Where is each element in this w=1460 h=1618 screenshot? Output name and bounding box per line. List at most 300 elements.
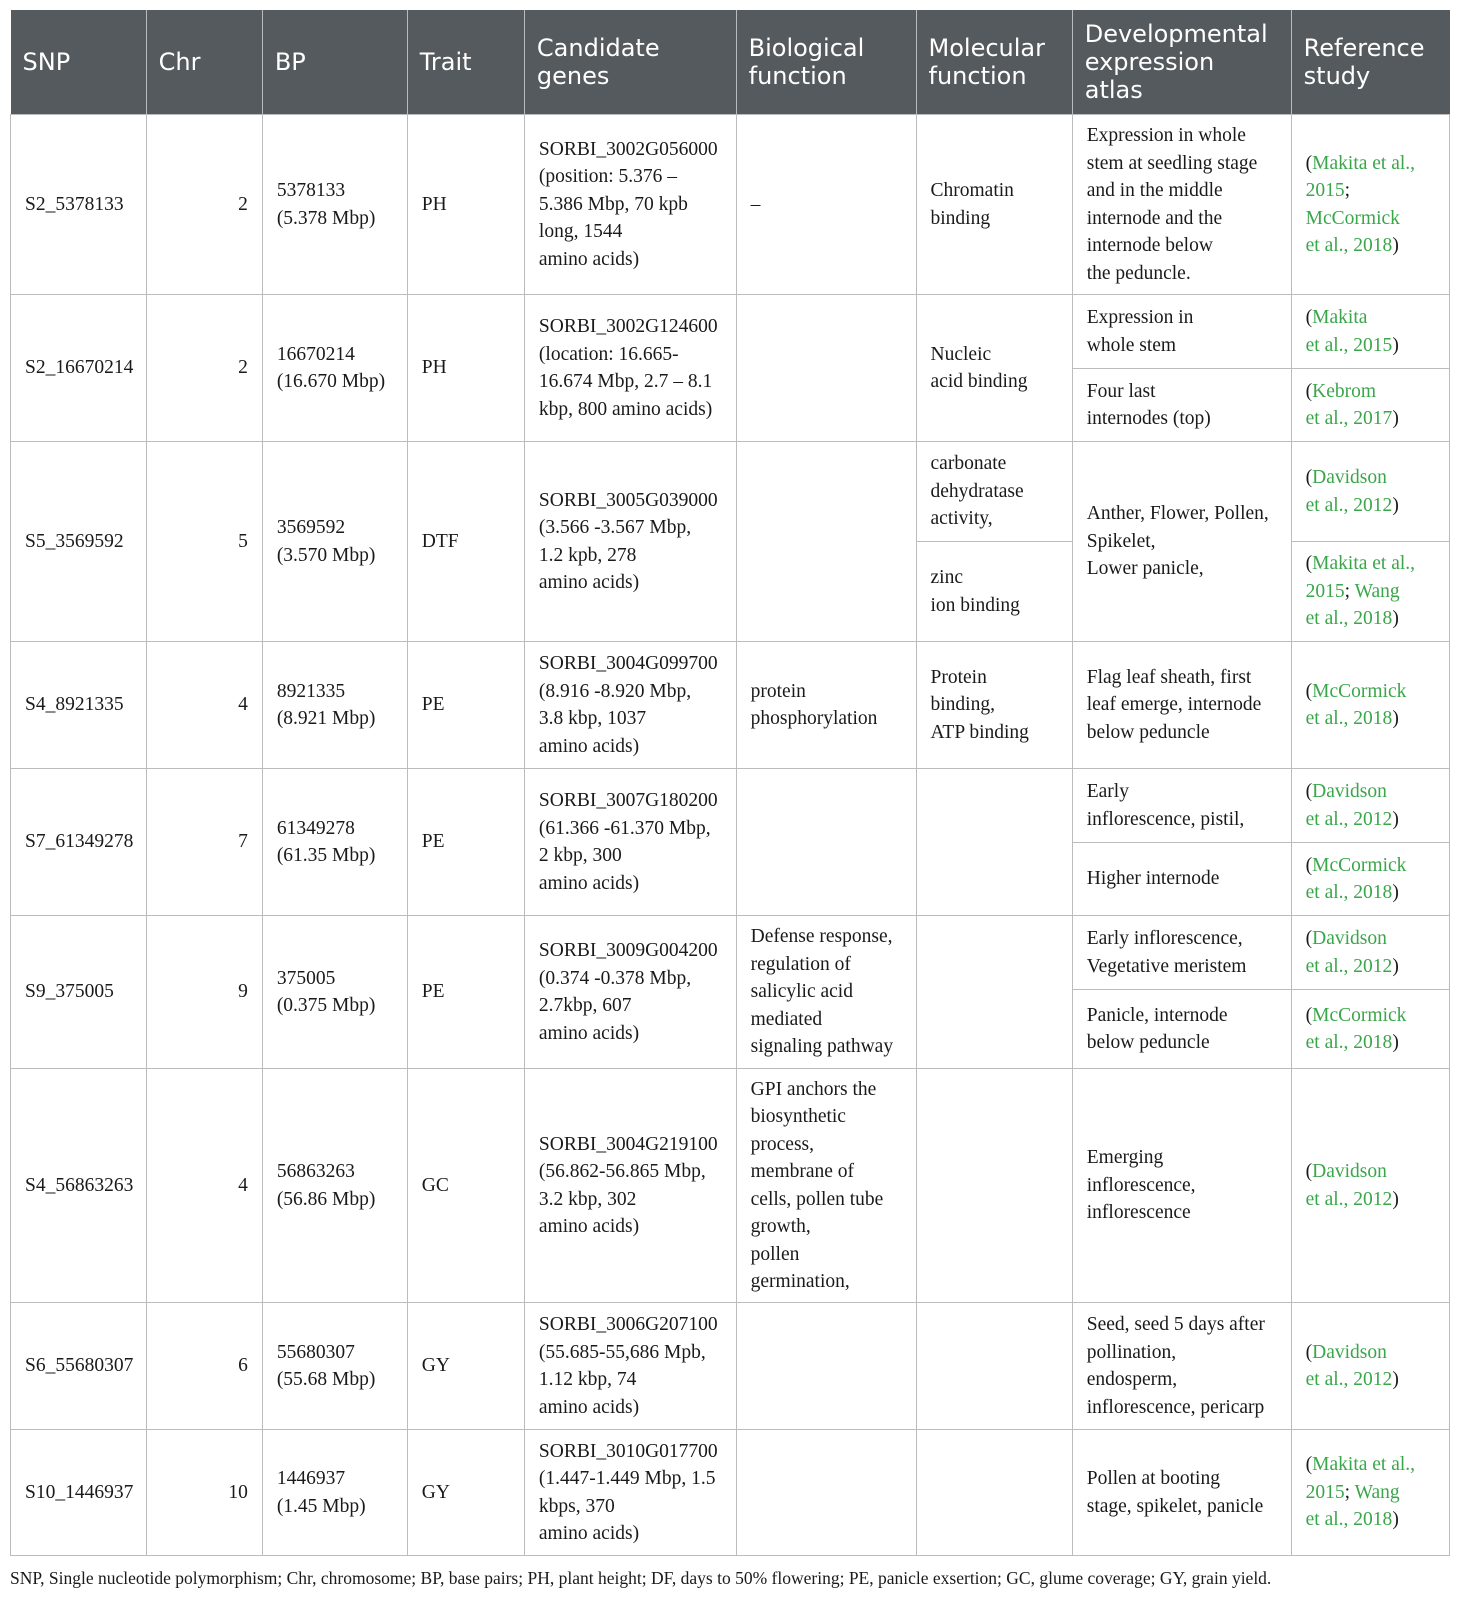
table-row <box>11 1430 1450 1556</box>
expression-atlas-cell-line: inflorescence, pistil, <box>1086 808 1245 830</box>
reference-cell <box>1291 990 1449 1069</box>
expression-atlas-cell <box>1072 295 1291 369</box>
trait-cell <box>407 1430 524 1556</box>
expression-atlas-cell-line: leaf emerge, internode <box>1086 694 1262 716</box>
table-row <box>11 769 1450 843</box>
candidate-gene-cell-line: 2 kbp, 300 <box>538 845 622 866</box>
chr-cell <box>146 295 262 442</box>
expression-atlas-cell-line: endosperm, <box>1086 1369 1178 1390</box>
molecular-function-cell <box>916 295 1072 442</box>
table-row <box>11 442 1450 542</box>
candidate-gene-cell-line: 16.674 Mbp, 2.7 – 8.1 <box>538 371 713 392</box>
snp-cell-line: S4_8921335 <box>25 694 124 716</box>
biological-function-cell <box>736 916 916 1069</box>
biological-function-cell-line: biosynthetic <box>750 1106 846 1127</box>
chr-cell <box>146 115 262 295</box>
reference-cell-line: et al., 2018) <box>1305 708 1399 729</box>
bp-cell-line: 16670214 <box>276 343 355 365</box>
table-row <box>11 642 1450 769</box>
snp-cell-line: S9_375005 <box>25 981 114 1003</box>
molecular-function-cell <box>916 542 1072 642</box>
citation-link[interactable]: et al., 2018 <box>1305 1032 1393 1053</box>
reference-cell-line: (Makita <box>1305 307 1368 328</box>
citation-link[interactable]: Davidson <box>1312 781 1387 802</box>
expression-atlas-cell <box>1072 642 1291 769</box>
candidate-gene-cell <box>524 442 736 642</box>
snp-cell-line: S6_55680307 <box>25 1355 134 1377</box>
citation-link[interactable]: McCormick <box>1312 1004 1407 1026</box>
bp-cell-line: (0.375 Mbp) <box>276 995 376 1016</box>
bp-cell <box>262 295 407 442</box>
biological-function-cell-line: process, <box>750 1133 814 1155</box>
reference-cell-line: et al., 2018) <box>1305 1032 1399 1053</box>
trait-cell <box>407 642 524 769</box>
biological-function-cell-line: signaling pathway <box>750 1036 894 1058</box>
chr-cell-line: 9 <box>238 981 248 1003</box>
biological-function-cell <box>736 1430 916 1556</box>
reference-cell-line: (McCormick <box>1305 1004 1407 1026</box>
candidate-gene-cell <box>524 295 736 442</box>
candidate-gene-cell-line: SORBI_3004G219100 <box>538 1133 718 1155</box>
snp-cell <box>11 916 147 1069</box>
reference-cell-line <box>1306 1479 1435 1507</box>
candidate-gene-cell-line: SORBI_3009G004200 <box>538 940 718 961</box>
reference-cell <box>1291 916 1449 990</box>
biological-function-cell-line: protein <box>750 680 806 702</box>
molecular-function-cell <box>916 769 1072 916</box>
biological-function-cell <box>736 1069 916 1303</box>
table-container <box>10 10 1450 1589</box>
reference-cell-line: et al., 2012) <box>1305 955 1399 977</box>
table-row <box>11 115 1450 295</box>
expression-atlas-cell-line: Higher internode <box>1086 868 1220 890</box>
chr-cell <box>146 769 262 916</box>
citation-link[interactable]: McCormick <box>1305 207 1400 229</box>
biological-function-cell-line: Defense response, <box>750 926 893 948</box>
reference-cell-line: (Davidson <box>1305 467 1387 488</box>
expression-atlas-cell-line: Early inflorescence, <box>1086 928 1243 949</box>
biological-function-cell <box>736 115 916 295</box>
candidate-gene-cell <box>524 642 736 769</box>
header-molecular-function: Molecular function <box>916 10 1072 115</box>
bp-cell <box>262 769 407 916</box>
reference-cell-line: (McCormick <box>1305 680 1407 702</box>
expression-atlas-cell-line: Panicle, internode <box>1086 1004 1228 1026</box>
citation-link[interactable]: et al., 2018 <box>1305 235 1393 256</box>
trait-cell-line: GC <box>421 1174 449 1196</box>
snp-cell-line: S2_5378133 <box>25 193 124 215</box>
candidate-gene-cell-line: 5.386 Mbp, 70 kpb <box>538 193 688 215</box>
header-expression-atlas: Developmental expression atlas <box>1072 10 1291 115</box>
bp-cell-line: (5.378 Mbp) <box>276 207 376 229</box>
candidate-gene-cell-line: amino acids) <box>538 1523 640 1544</box>
table-row <box>11 916 1450 990</box>
bp-cell-line: (1.45 Mbp) <box>276 1495 366 1517</box>
expression-atlas-cell-line: Spikelet, <box>1086 530 1156 552</box>
reference-cell-line: (Makita et al., <box>1305 152 1416 174</box>
bp-cell-line: 1446937 <box>276 1468 346 1489</box>
citation-link[interactable]: et al., 2015 <box>1305 334 1393 356</box>
chr-cell-line: 4 <box>238 694 248 716</box>
citation-link[interactable]: 2015 <box>1305 180 1345 201</box>
reference-cell <box>1291 642 1449 769</box>
reference-cell-line: et al., 2012) <box>1305 1188 1399 1210</box>
citation-link[interactable]: 2015; Wang <box>1305 1481 1400 1503</box>
expression-atlas-cell-line: Flag leaf sheath, first <box>1086 666 1252 688</box>
bp-cell-line: (61.35 Mbp) <box>276 845 376 866</box>
bp-cell-line: (3.570 Mbp) <box>276 544 376 566</box>
candidate-gene-cell-line: SORBI_3004G099700 <box>538 653 718 674</box>
reference-cell-line: 2015; <box>1305 180 1351 201</box>
expression-atlas-cell-line: inflorescence, pericarp <box>1086 1396 1265 1418</box>
header-row <box>11 10 1450 115</box>
citation-link[interactable]: et al., 2018 <box>1305 882 1393 903</box>
expression-atlas-cell-line: Pollen at booting <box>1086 1468 1220 1489</box>
citation-link[interactable]: Davidson <box>1312 928 1387 949</box>
snp-cell-line: S7_61349278 <box>25 831 134 853</box>
chr-cell-line: 4 <box>238 1174 248 1196</box>
header-trait: Trait <box>407 10 524 115</box>
reference-cell-line: (Makita et al., <box>1305 1454 1416 1476</box>
candidate-gene-cell-line: SORBI_3007G180200 <box>538 790 718 811</box>
reference-cell <box>1291 769 1449 843</box>
expression-atlas-cell <box>1072 916 1291 990</box>
reference-cell <box>1291 1430 1449 1556</box>
molecular-function-cell <box>916 1303 1072 1430</box>
molecular-function-cell <box>916 442 1072 542</box>
snp-cell-line: S2_16670214 <box>25 357 134 379</box>
citation-link[interactable]: Davidson <box>1312 467 1387 488</box>
reference-cell-line: (Davidson <box>1305 1161 1387 1182</box>
bp-cell <box>262 642 407 769</box>
citation-link[interactable]: et al., 2012 <box>1305 808 1393 830</box>
bp-cell-line: 8921335 <box>276 680 346 702</box>
candidate-gene-cell-line: (1.447-1.449 Mbp, 1.5 <box>538 1468 716 1489</box>
expression-atlas-cell-line: internode below <box>1086 235 1213 256</box>
molecular-function-cell-line: ATP binding <box>930 721 1029 743</box>
trait-cell <box>407 1303 524 1430</box>
reference-cell-line: (Davidson <box>1305 781 1387 802</box>
citation-link[interactable]: et al., 2018 <box>1305 608 1393 630</box>
biological-function-cell-line: membrane of <box>750 1161 855 1182</box>
header-snp: SNP <box>11 10 147 115</box>
candidate-gene-cell-line: (55.685-55,686 Mpb, <box>538 1341 706 1363</box>
reference-cell <box>1291 542 1449 642</box>
molecular-function-cell-line: binding <box>930 207 991 229</box>
table-row <box>11 1069 1450 1303</box>
candidate-gene-cell-line: (61.366 -61.370 Mbp, <box>538 817 711 839</box>
bp-cell-line: (16.670 Mbp) <box>276 371 386 392</box>
reference-cell-line <box>1306 205 1435 233</box>
candidate-gene-cell <box>524 115 736 295</box>
candidate-gene-cell-line: 3.2 kbp, 302 <box>538 1188 637 1210</box>
reference-cell <box>1291 843 1449 916</box>
chr-cell-line: 2 <box>238 357 248 379</box>
trait-cell-line: GY <box>421 1355 450 1377</box>
biological-function-cell-line: regulation of <box>750 953 851 975</box>
chr-cell-line: 7 <box>238 831 248 853</box>
expression-atlas-cell <box>1072 1303 1291 1430</box>
molecular-function-cell-line: dehydratase <box>930 480 1024 502</box>
candidate-gene-cell-line: kbp, 800 amino acids) <box>538 398 713 420</box>
expression-atlas-cell <box>1072 990 1291 1069</box>
reference-cell-line: (McCormick <box>1305 854 1407 876</box>
trait-cell-line: PH <box>421 357 447 379</box>
expression-atlas-cell <box>1072 843 1291 916</box>
citation-link[interactable]: et al., 2012 <box>1305 1188 1393 1210</box>
candidate-gene-cell <box>524 1430 736 1556</box>
biological-function-cell <box>736 295 916 442</box>
bp-cell <box>262 115 407 295</box>
expression-atlas-cell-line: the peduncle. <box>1086 262 1191 284</box>
bp-cell <box>262 1430 407 1556</box>
chr-cell-line: 6 <box>238 1355 248 1377</box>
trait-cell-line: PE <box>421 831 445 853</box>
citation-link[interactable]: Davidson <box>1312 1161 1387 1182</box>
expression-atlas-cell <box>1072 369 1291 442</box>
citation-link[interactable]: et al., 2018 <box>1305 708 1393 729</box>
reference-cell-line: et al., 2017) <box>1305 408 1399 429</box>
bp-cell-line: 55680307 <box>276 1341 355 1363</box>
candidate-gene-cell <box>524 916 736 1069</box>
expression-atlas-cell <box>1072 1430 1291 1556</box>
biological-function-cell <box>736 769 916 916</box>
candidate-gene-cell-line: SORBI_3005G039000 <box>538 489 718 511</box>
reference-cell <box>1291 442 1449 542</box>
chr-cell-line: 5 <box>238 530 248 552</box>
candidate-gene-cell-line: long, 1544 <box>538 221 623 243</box>
candidate-gene-cell-line: SORBI_3002G056000 <box>538 138 718 160</box>
table-footnote: SNP, Single nucleotide polymorphism; Chr, chromosome; BP, base pairs; PH, plant height; DF, days to 50% flowering; PE, panicle exsertion; GC, glume coverage; GY, grain yield. <box>10 1568 1272 1588</box>
biological-function-cell-line: mediated <box>750 1008 823 1030</box>
expression-atlas-cell-line: inflorescence <box>1086 1202 1191 1224</box>
expression-atlas-cell-line: Anther, Flower, Pollen, <box>1086 503 1269 525</box>
citation-link[interactable]: Kebrom <box>1312 380 1377 402</box>
citation-link[interactable]: et al., 2017 <box>1305 408 1393 429</box>
biological-function-cell-line: germination, <box>750 1271 850 1292</box>
candidate-gene-cell-line: 1.2 kpb, 278 <box>538 544 637 566</box>
reference-cell <box>1291 115 1449 295</box>
candidate-gene-cell-line: (location: 16.665- <box>538 343 679 365</box>
candidate-gene-cell-line: SORBI_3010G017700 <box>538 1440 718 1462</box>
candidate-gene-cell-line: (56.862-56.865 Mbp, <box>538 1161 706 1182</box>
snp-cell-line: S5_3569592 <box>25 530 124 552</box>
molecular-function-cell <box>916 115 1072 295</box>
citation-link[interactable]: Makita et al., <box>1312 553 1416 575</box>
snp-cell <box>11 295 147 442</box>
reference-cell-line: (Makita et al., <box>1305 553 1416 575</box>
citation-link[interactable]: 2015; Wang <box>1305 580 1400 602</box>
biological-function-cell-line: pollen <box>750 1243 800 1265</box>
chr-cell <box>146 1430 262 1556</box>
reference-cell-line: et al., 2018) <box>1305 235 1399 256</box>
molecular-function-cell-line: Chromatin <box>930 180 1014 201</box>
bp-cell <box>262 442 407 642</box>
chr-cell-line: 2 <box>238 193 248 215</box>
expression-atlas-cell-line: below peduncle <box>1086 721 1210 743</box>
snp-cell-line: S10_1446937 <box>25 1481 134 1503</box>
reference-cell-line: (Kebrom <box>1305 380 1377 402</box>
candidate-gene-cell <box>524 1069 736 1303</box>
expression-atlas-cell-line: Expression in <box>1086 307 1194 328</box>
reference-cell-line: et al., 2018) <box>1305 882 1399 903</box>
expression-atlas-cell-line: below peduncle <box>1086 1032 1210 1053</box>
reference-cell <box>1291 295 1449 369</box>
reference-cell-line: et al., 2012) <box>1305 1369 1399 1390</box>
molecular-function-cell <box>916 916 1072 1069</box>
citation-link[interactable]: Makita <box>1312 307 1368 328</box>
snp-cell <box>11 442 147 642</box>
header-bp: BP <box>262 10 407 115</box>
snp-cell <box>11 1069 147 1303</box>
candidate-gene-cell-line: SORBI_3006G207100 <box>538 1314 718 1335</box>
trait-cell-line: PE <box>421 694 445 716</box>
candidate-gene-cell-line: amino acids) <box>538 872 640 894</box>
reference-cell-line: (Davidson <box>1305 1341 1387 1363</box>
reference-cell-line: et al., 2015) <box>1305 334 1399 356</box>
expression-atlas-cell-line: Four last <box>1086 380 1156 402</box>
bp-cell <box>262 1069 407 1303</box>
bp-cell-line: (8.921 Mbp) <box>276 708 376 729</box>
bp-cell-line: (55.68 Mbp) <box>276 1369 376 1390</box>
bp-cell-line: 61349278 <box>276 817 355 839</box>
candidate-gene-cell <box>524 1303 736 1430</box>
expression-atlas-cell-line: internode and the <box>1086 207 1223 229</box>
snp-cell <box>11 115 147 295</box>
molecular-function-cell-line: Nucleic <box>930 343 992 365</box>
chr-cell <box>146 916 262 1069</box>
biological-function-cell-line: salicylic acid <box>750 981 853 1003</box>
candidate-gene-cell-line: amino acids) <box>538 1396 640 1418</box>
candidate-gene-cell-line: kbps, 370 <box>538 1495 615 1517</box>
trait-cell <box>407 115 524 295</box>
expression-atlas-cell-line: Early <box>1086 781 1129 802</box>
expression-atlas-cell-line: Seed, seed 5 days after <box>1086 1314 1265 1335</box>
bp-cell <box>262 1303 407 1430</box>
biological-function-cell-line: – <box>750 193 761 215</box>
citation-link[interactable]: et al., 2018 <box>1305 1509 1393 1531</box>
bp-cell-line: 5378133 <box>276 180 346 201</box>
candidate-gene-cell-line: 2.7kbp, 607 <box>538 995 632 1016</box>
trait-cell <box>407 442 524 642</box>
header-candidate-genes: Candidate genes <box>524 10 736 115</box>
molecular-function-cell-line: binding, <box>930 694 995 716</box>
reference-cell-line: et al., 2018) <box>1305 1509 1399 1531</box>
chr-cell <box>146 442 262 642</box>
citation-link[interactable]: et al., 2012 <box>1305 1369 1393 1390</box>
table-row <box>11 295 1450 369</box>
expression-atlas-cell-line: Vegetative meristem <box>1086 955 1247 977</box>
candidate-gene-cell <box>524 769 736 916</box>
bp-cell-line: 3569592 <box>276 517 346 538</box>
table-row <box>11 1303 1450 1430</box>
snp-table <box>10 10 1450 1556</box>
citation-link[interactable]: et al., 2012 <box>1305 955 1393 977</box>
trait-cell <box>407 769 524 916</box>
biological-function-cell <box>736 442 916 642</box>
expression-atlas-cell-line: inflorescence, <box>1086 1174 1196 1196</box>
trait-cell-line: DTF <box>421 530 459 552</box>
trait-cell-line: GY <box>421 1481 450 1503</box>
citation-link[interactable]: et al., 2012 <box>1305 494 1393 516</box>
biological-function-cell <box>736 1303 916 1430</box>
candidate-gene-cell-line: (8.916 -8.920 Mbp, <box>538 680 692 702</box>
expression-atlas-cell-line: Expression in whole <box>1086 125 1246 146</box>
reference-cell-line: et al., 2012) <box>1305 494 1399 516</box>
expression-atlas-cell <box>1072 769 1291 843</box>
header-biological-function: Biological function <box>736 10 916 115</box>
citation-link[interactable]: Davidson <box>1312 1341 1387 1363</box>
bp-cell-line: 56863263 <box>276 1161 355 1182</box>
expression-atlas-cell-line: internodes (top) <box>1086 408 1211 429</box>
biological-function-cell-line: growth, <box>750 1216 811 1237</box>
molecular-function-cell-line: carbonate <box>930 453 1007 475</box>
bp-cell <box>262 916 407 1069</box>
reference-cell-line: (Davidson <box>1305 928 1387 949</box>
reference-cell-line: et al., 2018) <box>1305 608 1399 630</box>
chr-cell <box>146 1303 262 1430</box>
trait-cell <box>407 1069 524 1303</box>
molecular-function-cell-line: ion binding <box>930 594 1020 616</box>
reference-cell-line <box>1306 578 1435 606</box>
snp-cell <box>11 1303 147 1430</box>
candidate-gene-cell-line: amino acids) <box>538 248 640 270</box>
chr-cell-line: 10 <box>228 1481 248 1503</box>
candidate-gene-cell-line: amino acids) <box>538 572 640 593</box>
expression-atlas-cell-line: Emerging <box>1086 1147 1164 1169</box>
molecular-function-cell-line: zinc <box>930 567 963 588</box>
citation-link[interactable]: Makita et al., <box>1312 152 1416 174</box>
expression-atlas-cell-line: pollination, <box>1086 1341 1177 1363</box>
molecular-function-cell <box>916 642 1072 769</box>
molecular-function-cell-line: activity, <box>930 508 993 530</box>
expression-atlas-cell <box>1072 1069 1291 1303</box>
header-chr: Chr <box>146 10 262 115</box>
molecular-function-cell <box>916 1069 1072 1303</box>
trait-cell <box>407 916 524 1069</box>
molecular-function-cell-line: Protein <box>930 666 987 688</box>
candidate-gene-cell-line: amino acids) <box>538 735 640 757</box>
trait-cell-line: PE <box>421 981 445 1003</box>
candidate-gene-cell-line: (3.566 -3.567 Mbp, <box>538 517 692 538</box>
expression-atlas-cell <box>1072 115 1291 295</box>
citation-link[interactable]: McCormick <box>1312 854 1407 876</box>
reference-cell <box>1291 1303 1449 1430</box>
trait-cell-line: PH <box>421 193 447 215</box>
reference-cell <box>1291 369 1449 442</box>
molecular-function-cell-line: acid binding <box>930 371 1028 392</box>
snp-cell <box>11 769 147 916</box>
candidate-gene-cell-line: (0.374 -0.378 Mbp, <box>538 967 692 989</box>
reference-cell <box>1291 1069 1449 1303</box>
reference-cell-line: et al., 2012) <box>1305 808 1399 830</box>
trait-cell <box>407 295 524 442</box>
citation-link[interactable]: McCormick <box>1312 680 1407 702</box>
candidate-gene-cell-line: 1.12 kbp, 74 <box>538 1369 637 1390</box>
snp-cell <box>11 1430 147 1556</box>
candidate-gene-cell-line: amino acids) <box>538 1022 640 1044</box>
expression-atlas-cell-line: Lower panicle, <box>1086 558 1204 580</box>
chr-cell <box>146 1069 262 1303</box>
candidate-gene-cell-line: (position: 5.376 – <box>538 166 678 188</box>
expression-atlas-cell-line: and in the middle <box>1086 180 1223 201</box>
expression-atlas-cell <box>1072 442 1291 642</box>
biological-function-cell-line: GPI anchors the <box>750 1078 877 1100</box>
biological-function-cell <box>736 642 916 769</box>
citation-link[interactable]: Makita et al., <box>1312 1454 1416 1476</box>
bp-cell-line: 375005 <box>276 967 336 989</box>
candidate-gene-cell-line: 3.8 kbp, 1037 <box>538 708 647 729</box>
